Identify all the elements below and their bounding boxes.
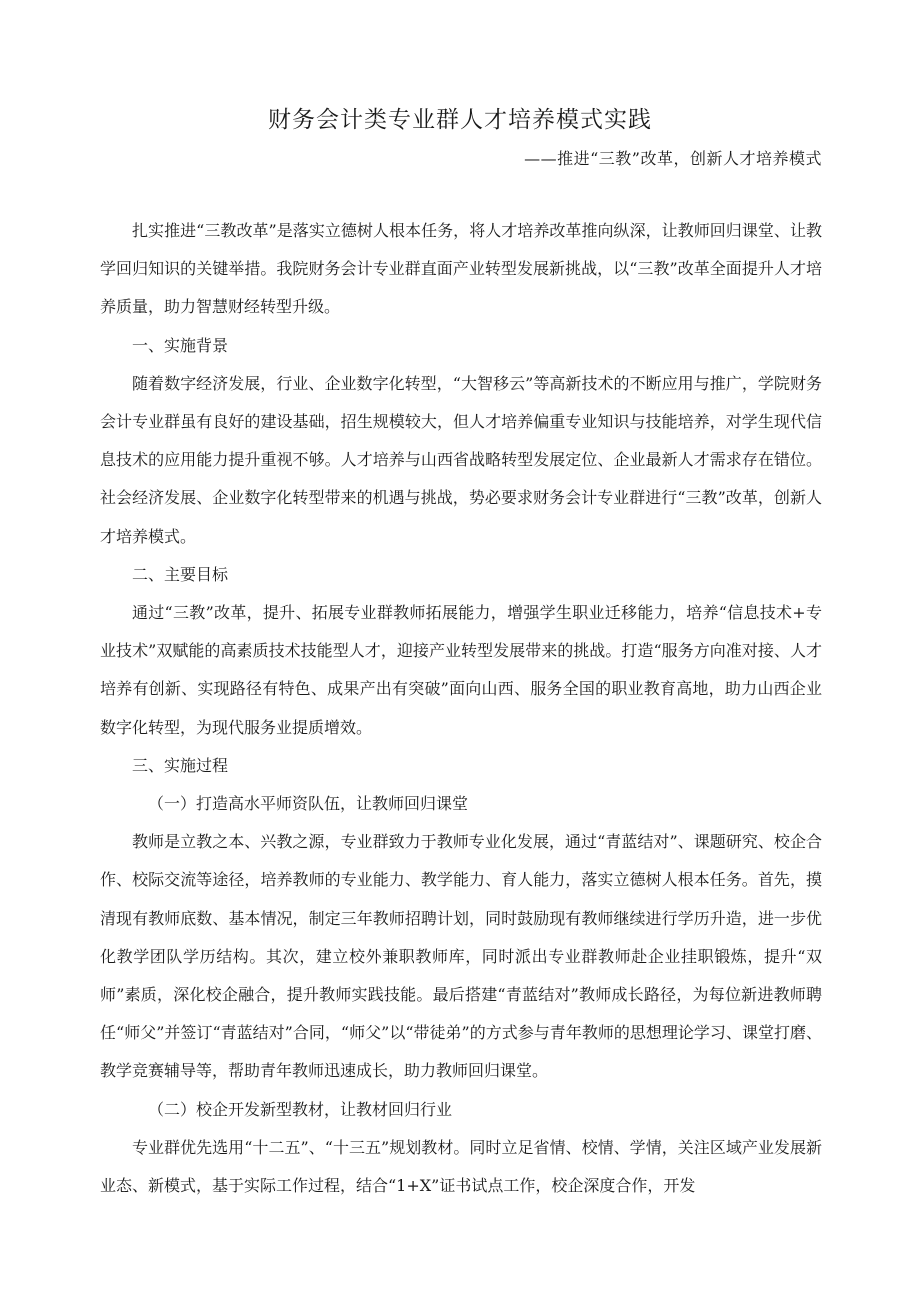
- document-title: 财务会计类专业群人才培养模式实践: [268, 107, 652, 133]
- subsection-paragraph-textbooks: 专业群优先选用“十二五”、“十三五”规划教材。同时立足省情、校情、学情，关注区域产业发展新业态、新模式，基于实际工作过程，结合“1+X”证书试点工作，校企深度合作，开发: [100, 1137, 822, 1196]
- subsection-heading-teachers: （一）打造高水平师资队伍，让教师回归课堂: [148, 794, 469, 814]
- subsection-paragraph-teachers: 教师是立教之本、兴教之源，专业群致力于教师专业化发展，通过“青蓝结对”、课题研究、校企合作、校际交流等途径，培养教师的专业能力、教学能力、育人能力，落实立德树人根本任务。首先，摸清现有教师底数、基本情况，制定三年教师招聘计划，同时鼓励现有教师继续进行学历升造，进一步优化教学团队学历结构。其次，建立校外兼职教师库，同时派出专业群教师赴企业挂职锻炼，提升“双师”素质，深化校企融合，提升教师实践技能。最后搭建“青蓝结对”教师成长路径，为每位新进教师聘任“师父”并签订“青蓝结对”合同，“师父”以“带徒弟”的方式参与青年教师的思想理论学习、课堂打磨、教学竞赛辅导等，帮助青年教师迅速成长，助力教师回归课堂。: [100, 832, 822, 1081]
- document-body: [100, 212, 822, 1205]
- section-paragraph-goals: 通过“三教”改革，提升、拓展专业群教师拓展能力，增强学生职业迁移能力，培养“信息技术+专业技术”双赋能的高素质技术技能型人才，迎接产业转型发展带来的挑战。打造“服务方向准对接、人才培养有创新、实现路径有特色、成果产出有突破”面向山西、服务全国的职业教育高地，助力山西企业数字化转型，为现代服务业提质增效。: [100, 603, 822, 737]
- section-heading-goals: 二、主要目标: [132, 564, 229, 584]
- intro-paragraph: 扎实推进“三教改革”是落实立德树人根本任务，将人才培养改革推向纵深，让教师回归课堂、让教学回归知识的关键举措。我院财务会计专业群直面产业转型发展新挑战，以“三教”改革全面提升人才培养质量，助力智慧财经转型升级。: [100, 221, 822, 317]
- subsection-heading-textbooks: （二）校企开发新型教材，让教材回归行业: [148, 1099, 453, 1119]
- document-subtitle: ——推进“三教”改革，创新人才培养模式: [524, 149, 822, 168]
- section-heading-background: 一、实施背景: [132, 335, 229, 355]
- section-heading-process: 三、实施过程: [132, 755, 229, 775]
- section-paragraph-background: 随着数字经济发展，行业、企业数字化转型，“大智移云”等高新技术的不断应用与推广，学院财务会计专业群虽有良好的建设基础，招生规模较大，但人才培养偏重专业知识与技能培养，对学生现代信息技术的应用能力提升重视不够。人才培养与山西省战略转型发展定位、企业最新人才需求存在错位。社会经济发展、企业数字化转型带来的机遇与挑战，势必要求财务会计专业群进行“三教”改革，创新人才培养模式。: [100, 373, 822, 546]
